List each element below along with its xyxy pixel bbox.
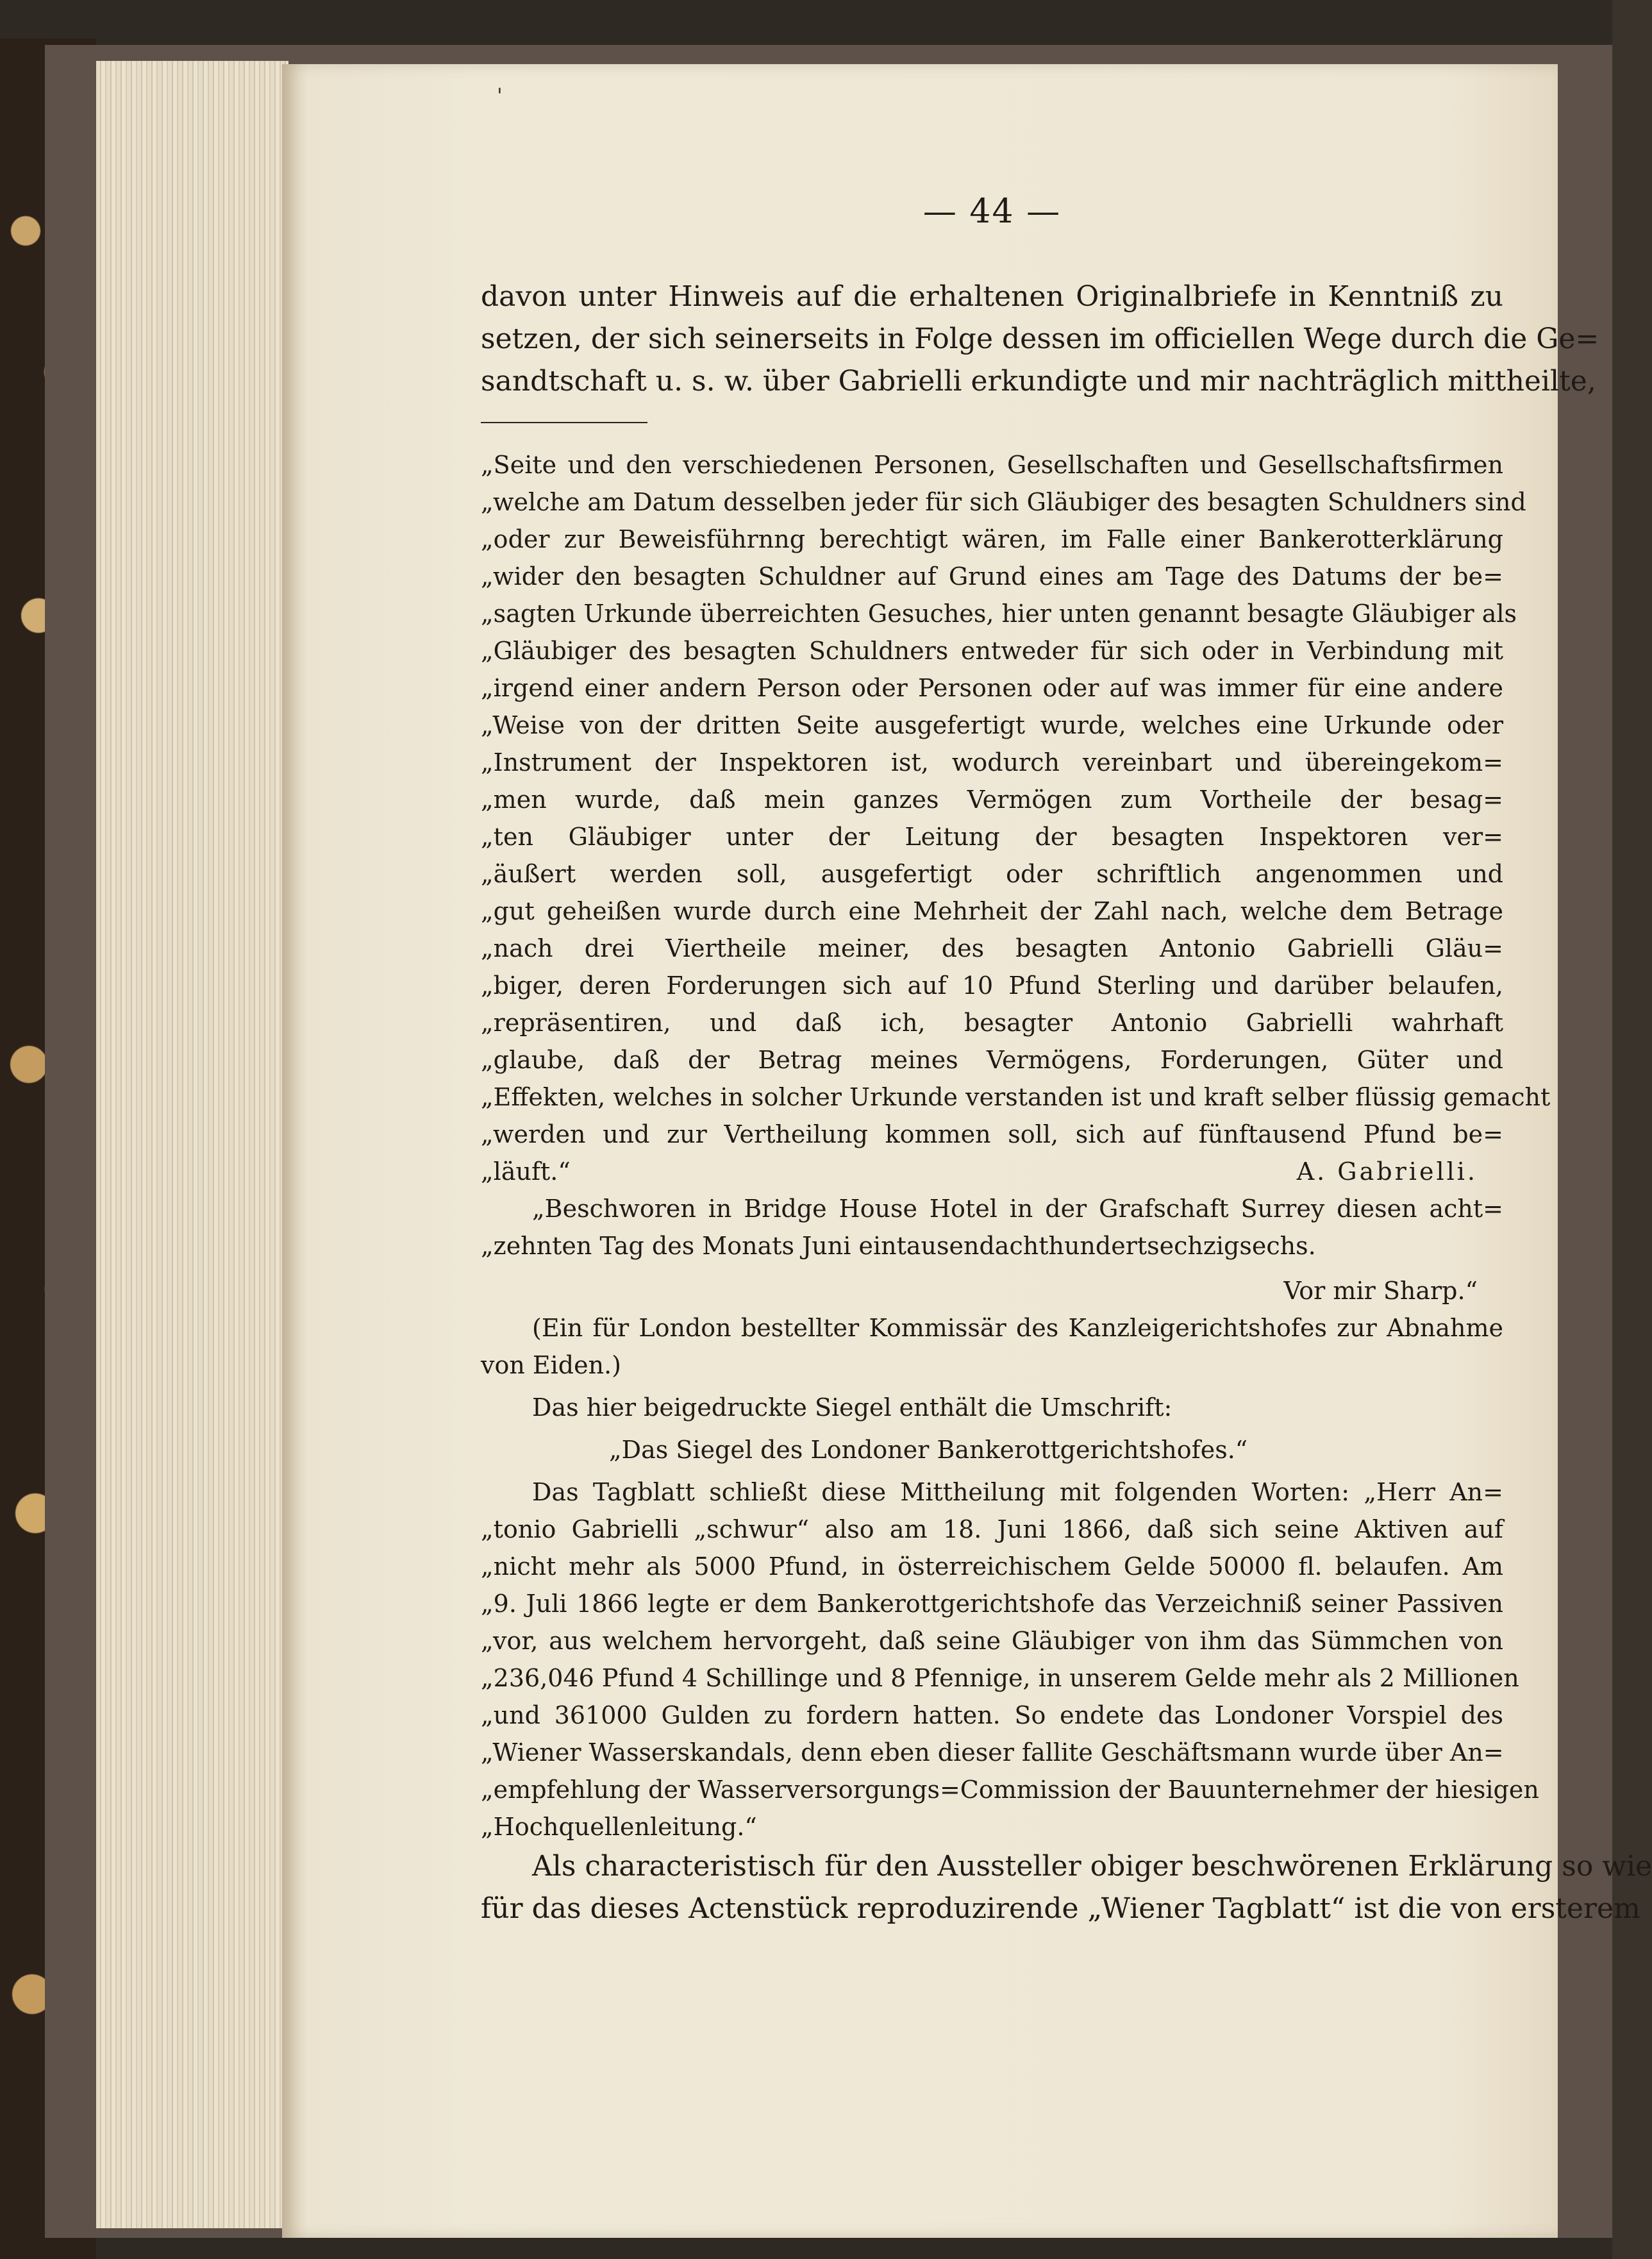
quote-line: „irgend einer andern Person oder Personen oder auf was immer für eine andere <box>481 674 1503 702</box>
quote-line: „biger, deren Forderungen sich auf 10 Pfund Sterling und darüber belaufen, <box>481 971 1503 1000</box>
quote-line: „repräsentiren, und daß ich, besagter Antonio Gabrielli wahrhaft <box>481 1009 1503 1037</box>
tagblatt-line: „9. Juli 1866 legte er dem Bankerottgerichtshofe das Verzeichniß seiner Passiven <box>481 1590 1503 1618</box>
tagblatt-line: „empfehlung der Wasserversorgungs=Commission der Bauunternehmer der hiesigen <box>481 1776 1539 1804</box>
closing-paragraph <box>481 1845 1652 1930</box>
tagblatt-line: Das Tagblatt schließt diese Mittheilung mit folgenden Worten: „Herr An= <box>532 1478 1503 1506</box>
quote-line: „wider den besagten Schuldner auf Grund eines am Tage des Datums der be= <box>481 562 1503 591</box>
tagblatt-line: „Wiener Wasserskandals, denn eben dieser fallite Geschäftsmann wurde über An= <box>481 1738 1504 1767</box>
tagblatt-line: „236,046 Pfund 4 Schillinge und 8 Pfennige, in unserem Gelde mehr als 2 Millionen <box>481 1664 1519 1692</box>
tagblatt-line: „tonio Gabrielli „schwur“ also am 18. Juni 1866, daß sich seine Aktiven auf <box>481 1515 1503 1543</box>
text-line: sandtschaft u. s. w. über Gabrielli erkundigte und mir nachträglich mittheilte, <box>481 365 1596 398</box>
quote-line: „Instrument der Inspektoren ist, wodurch vereinbart und übereingekom= <box>481 748 1503 777</box>
quote-line: „welche am Datum desselben jeder für sich Gläubiger des besagten Schuldners sind <box>481 488 1526 516</box>
seal-text: „Das Siegel des Londoner Bankerottgerichtshofes.“ <box>609 1436 1248 1464</box>
seal-paragraph <box>481 1389 1503 1468</box>
quote-line: „Seite und den verschiedenen Personen, Gesellschaften und Gesellschaftsfirmen <box>481 451 1503 479</box>
oath-line: „zehnten Tag des Monats Juni eintausendachthundertsechzigsechs. <box>481 1232 1316 1260</box>
quote-line: „läuft.“ <box>481 1157 571 1186</box>
quote-line: „sagten Urkunde überreichten Gesuches, hier unten genannt besagte Gläubiger als <box>481 600 1517 628</box>
quote-line: „ten Gläubiger unter der Leitung der besagten Inspektoren ver= <box>481 823 1503 851</box>
quote-line: „Gläubiger des besagten Schuldners entweder für sich oder in Verbindung mit <box>481 637 1503 665</box>
signature: A. Gabrielli. <box>1296 1157 1478 1186</box>
quote-line: „nach drei Viertheile meiner, des besagten Antonio Gabrielli Gläu= <box>481 934 1503 962</box>
page-number: — 44 — <box>922 192 1062 231</box>
commissioner-line: von Eiden.) <box>481 1351 621 1379</box>
quote-line: „werden und zur Vertheilung kommen soll, sich auf fünftausend Pfund be= <box>481 1120 1503 1148</box>
tagblatt-line: „nicht mehr als 5000 Pfund, in österreichischem Gelde 50000 fl. belaufen. Am <box>481 1552 1503 1581</box>
tagblatt-line: „vor, aus welchem hervorgeht, daß seine Gläubiger von ihm das Sümmchen von <box>481 1627 1503 1655</box>
text-line: davon unter Hinweis auf die erhaltenen Originalbriefe in Kenntniß zu <box>481 280 1503 313</box>
page-edges <box>96 61 288 2228</box>
quote-line: „Effekten, welches in solcher Urkunde verstanden ist und kraft selber flüssig gemacht <box>481 1083 1551 1111</box>
quote-line: „Weise von der dritten Seite ausgefertigt wurde, welches eine Urkunde oder <box>481 711 1503 739</box>
top-paragraph <box>481 276 1599 403</box>
stray-mark: ' <box>497 83 503 108</box>
commissioner-note <box>481 1309 1503 1384</box>
closing-line: für das dieses Actenstück reproduzirende „Wiener Tagblatt“ ist die von ersterem <box>481 1892 1640 1925</box>
page-content <box>481 192 1652 1930</box>
quoted-document <box>481 446 1551 1190</box>
oath-line: „Beschworen in Bridge House Hotel in der Grafschaft Surrey diesen acht= <box>532 1195 1503 1223</box>
tagblatt-paragraph <box>481 1474 1539 1845</box>
quote-line: „oder zur Beweisführnng berechtigt wären, im Falle einer Bankerotterklärung <box>481 525 1503 553</box>
text-line: setzen, der sich seinerseits in Folge dessen im officiellen Wege durch die Ge= <box>481 323 1599 355</box>
quote-line: „glaube, daß der Betrag meines Vermögens, Forderungen, Güter und <box>481 1046 1503 1074</box>
oath-paragraph <box>481 1190 1503 1309</box>
closing-line: Als characteristisch für den Aussteller obiger beschwörenen Erklärung so wie <box>532 1850 1652 1883</box>
quote-line: „gut geheißen wurde durch eine Mehrheit der Zahl nach, welche dem Betrage <box>481 897 1503 925</box>
tagblatt-line: „Hochquellenleitung.“ <box>481 1813 757 1841</box>
seal-intro: Das hier beigedruckte Siegel enthält die Umschrift: <box>532 1393 1172 1422</box>
signature-row <box>481 1153 1503 1190</box>
witness-line: Vor mir Sharp.“ <box>1283 1277 1478 1305</box>
footnote-divider <box>481 422 647 423</box>
quote-line: „men wurde, daß mein ganzes Vermögen zum Vortheile der besag= <box>481 785 1503 814</box>
tagblatt-line: „und 361000 Gulden zu fordern hatten. So endete das Londoner Vorspiel des <box>481 1701 1503 1729</box>
quote-line: „äußert werden soll, ausgefertigt oder schriftlich angenommen und <box>481 860 1503 888</box>
commissioner-line: (Ein für London bestellter Kommissär des Kanzleigerichtshofes zur Abnahme <box>532 1314 1503 1342</box>
